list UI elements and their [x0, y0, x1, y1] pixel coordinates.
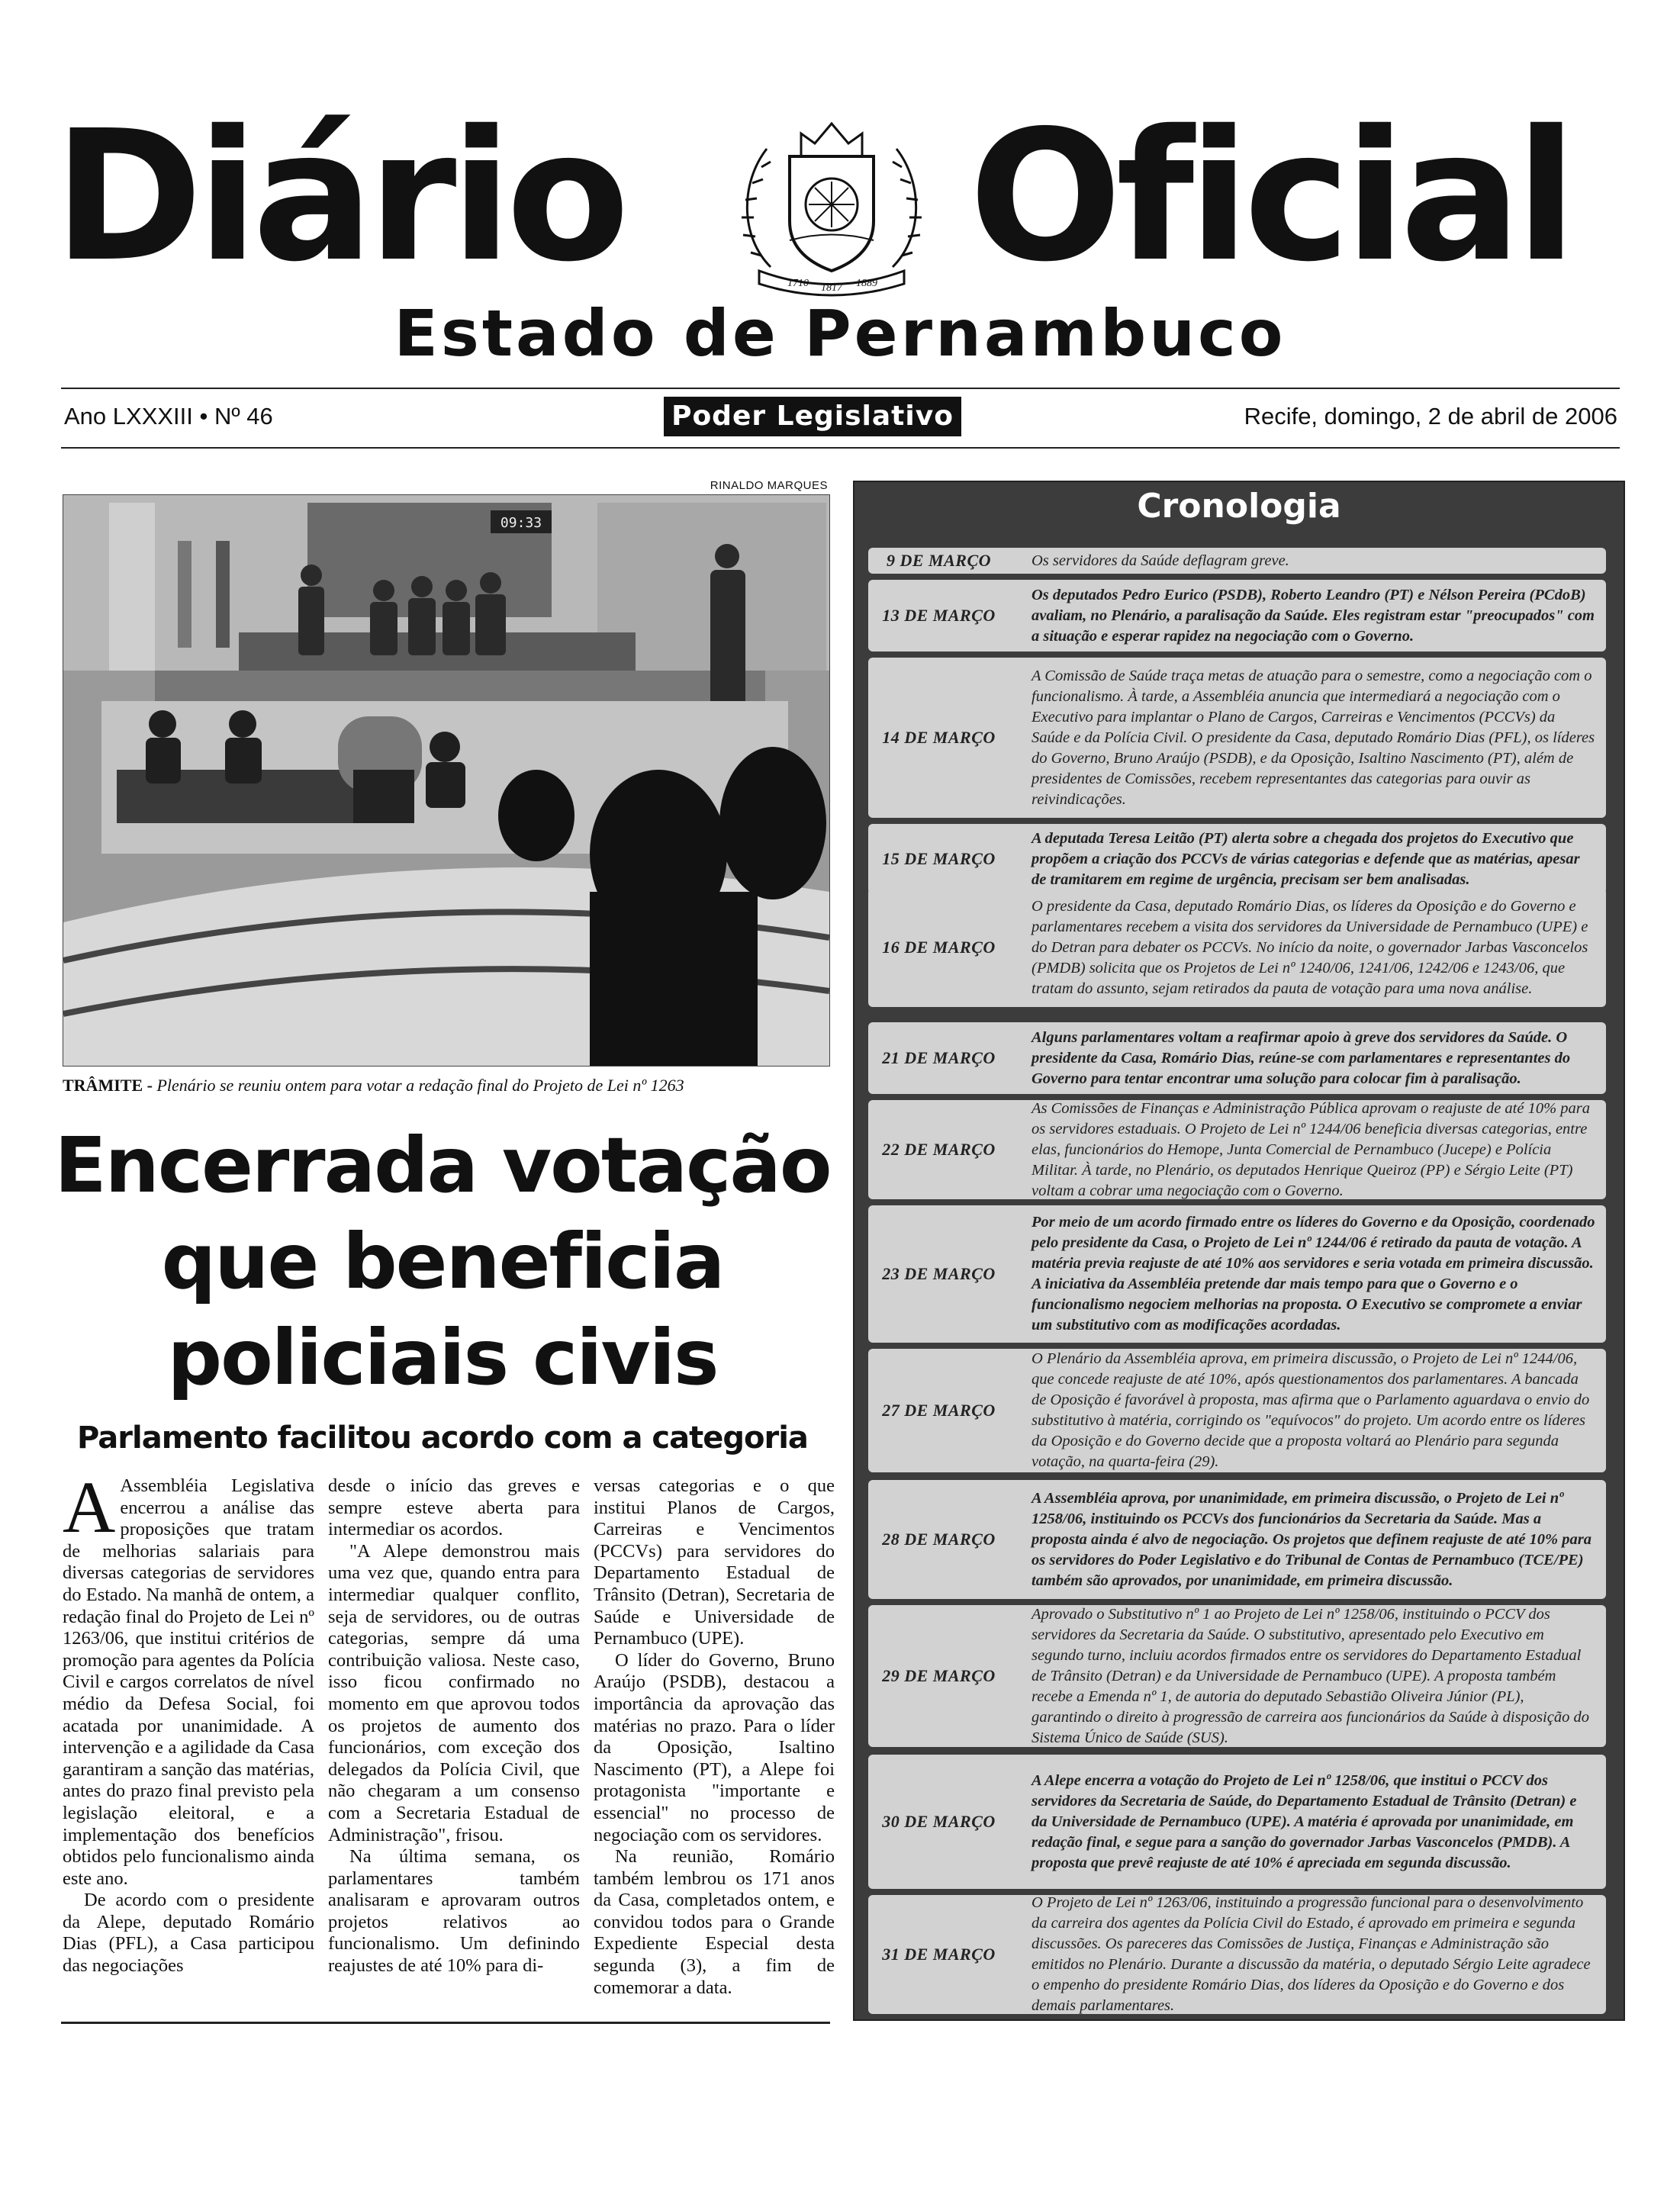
entry-date: 22 DE MARÇO — [882, 1140, 996, 1159]
entry-date: 13 DE MARÇO — [882, 606, 996, 625]
cronologia-entry — [868, 548, 1606, 574]
entry-text: O presidente da Casa, deputado Romário Dias, os líderes da Oposição e do Governo e parlamentares recebem a visita dos servidores da Universidade de Pernambuco (UPE) e do Detran para debater os PCCVs. No início da noite, o governador Jarbas Vasconcelos (PMDB) solicita que os Projetos de Lei nº 1240/06, 1241/06, 1242/06 e 1243/06, que tratam do assunto, sejam retirados da pauta de votação para uma nova análise. — [1031, 897, 1588, 997]
drop-cap: A — [63, 1466, 116, 1548]
entry-text: A deputada Teresa Leitão (PT) alerta sobre a chegada dos projetos do Executivo que propõem a criação dos PCCVs de várias categorias e defende que as matérias, apesar de tramitarem em regime de urgência, precisam ser bem analisadas. — [1031, 829, 1580, 888]
seal-year-mid: 1817 — [821, 282, 842, 294]
entry-date: 14 DE MARÇO — [882, 728, 996, 747]
cronologia-entry — [868, 888, 1606, 1007]
edition-number: Ano LXXXIII • Nº 46 — [64, 403, 273, 430]
article-column-3 — [594, 1475, 835, 1999]
dateline: Recife, domingo, 2 de abril de 2006 — [1244, 403, 1617, 430]
article-column-2 — [328, 1475, 580, 1977]
caption-text: Plenário se reuniu ontem para votar a redação final do Projeto de Lei nº 1263 — [156, 1076, 684, 1095]
cronologia-entry — [868, 658, 1606, 818]
photo-credit: RINALDO MARQUES — [710, 479, 828, 492]
cronologia-entry — [868, 580, 1606, 652]
column-2-paragraph-1: desde o início das greves e sempre esteve aberta para intermediar os acordos. — [328, 1475, 580, 1540]
section-badge: Poder Legislativo — [664, 397, 961, 436]
cronologia-entry — [868, 1480, 1606, 1599]
article-subhead: Parlamento facilitou acordo com a categoria — [77, 1420, 808, 1456]
column-2-paragraph-3: Na última semana, os parlamentares também analisaram e aprovaram outros projetos relativos ao funcionalismo. Um definindo reajustes de até 10% para di- — [328, 1846, 580, 1977]
column-1-paragraph-1 — [63, 1466, 314, 1890]
entry-date: 27 DE MARÇO — [882, 1401, 996, 1420]
column-3-paragraph-3: Na reunião, Romário também lembrou os 171 anos da Casa, completados ontem, e convidou todos para o Grande Expediente Especial desta segunda (3), a fim de comemorar a data. — [594, 1846, 835, 1998]
cronologia-entry — [868, 1755, 1606, 1889]
cronologia-entry — [868, 1605, 1606, 1747]
cronologia-entry — [868, 1022, 1606, 1094]
entry-date: 21 DE MARÇO — [882, 1048, 996, 1067]
cronologia-title: Cronologia — [1137, 487, 1341, 526]
entry-text: A Assembléia aprova, por unanimidade, em primeira discussão, o Projeto de Lei nº 1258/06, instituindo os PCCVs dos funcionários da Secretaria da Saúde. Mas a proposta ainda é alvo de negociação. Os projetos que definem reajuste de até 10% para os servidores do Poder Legislativo e do Tribunal de Contas de Pernambuco (TCE/PE) também são aprovados, por unanimidade, em primeira discussão. — [1031, 1489, 1591, 1589]
photo-caption — [63, 1076, 833, 1096]
entry-text: A Comissão de Saúde traça metas de atuação para o semestre, como a negociação com o funcionalismo. À tarde, a Assembléia anuncia que intermediará a negociação com o Executivo para implantar o Plano de Cargos, Carreiras e Vencimentos (PCCVs) da Saúde e da Polícia Civil. O presidente da Casa, deputado Romário Dias (PFL), os líderes do Governo, Bruno Araújo (PSDB), e da Oposição, Isaltino Nascimento (PT), além de presidentes de Comissões, recebem representantes das categorias para ouvir as reivindicações. — [1031, 667, 1595, 808]
seal-year-right: 1889 — [856, 278, 877, 289]
entry-date: 29 DE MARÇO — [882, 1666, 996, 1685]
masthead-top-rule — [61, 388, 1620, 389]
cronologia-entry — [868, 1100, 1606, 1199]
cronologia-entry — [868, 1895, 1606, 2014]
entry-date: 31 DE MARÇO — [882, 1945, 996, 1964]
entry-date: 23 DE MARÇO — [882, 1264, 996, 1283]
entry-text: Os servidores da Saúde deflagram greve. — [1031, 552, 1289, 569]
entry-date: 30 DE MARÇO — [882, 1812, 996, 1831]
masthead-subtitle: Estado de Pernambuco — [394, 296, 1286, 371]
wall-clock-time: 09:33 — [500, 515, 542, 531]
entry-date: 16 DE MARÇO — [882, 938, 996, 957]
plenary-photo-illustration — [63, 495, 829, 1066]
entry-date: 28 DE MARÇO — [882, 1530, 996, 1549]
entry-text: O Projeto de Lei nº 1263/06, instituindo a progressão funcional para o desenvolvimento da carreira dos agentes da Polícia Civil do Estado, é aprovado em primeira e segunda discussões. Os pareceres das Comissões de Justiça, Finanças e Administração são emitidos no Plenário. Durante a discussão da matéria, o deputado Sérgio Leite agradece o empenho do presidente Romário Dias, dos líderes da Oposição e do Governo e dos demais parlamentares. — [1031, 1894, 1591, 2014]
article-column-1 — [63, 1466, 314, 1977]
cronologia-entry — [868, 1349, 1606, 1472]
masthead-bottom-rule — [61, 447, 1620, 449]
entry-date: 9 DE MARÇO — [886, 551, 992, 570]
entry-text: As Comissões de Finanças e Administração Pública aprovam o reajuste de até 10% para os servidores estaduais. O Projeto de Lei nº 1244/06 beneficia diversas categorias, entre elas, funcionários do Hemope, Junta Comercial de Pernambuco (Jucepe) e Polícia Militar. À tarde, no Plenário, os deputados Henrique Queiroz (PP) e Sérgio Leite (PT) voltam a cobrar uma negociação com o Governo. — [1031, 1099, 1591, 1199]
entry-date: 15 DE MARÇO — [882, 849, 996, 868]
column-3-paragraph-1: versas categorias e o que institui Planos de Cargos, Carreiras e Vencimentos (PCCVs) para servidores do Departamento Estadual de Trânsito (Detran), Secretaria de Saúde e Universidade de Pernambuco (UPE). — [594, 1475, 835, 1649]
entry-text: Alguns parlamentares voltam a reafirmar apoio à greve dos servidores da Saúde. O presidente da Casa, Romário Dias, reúne-se com parlamentares e representantes do Governo para tentar encontrar uma solução para colocar fim à paralisação. — [1031, 1028, 1571, 1087]
article-bottom-rule — [61, 2022, 830, 2024]
headline-line-1: Encerrada votação — [54, 1121, 831, 1210]
entry-text: Aprovado o Substitutivo nº 1 ao Projeto de Lei nº 1258/06, instituindo o PCCV dos servidores da Secretaria da Saúde. O substitutivo, apresentado pelo Executivo em segundo turno, incluiu acordos firmados entre os servidores do Departamento Estadual de Trânsito (Detran) e da Universidade de Pernambuco (UPE). A proposta também recebe a Emenda nº 1, de autoria do deputado Sebastião Oliveira Júnior (PL), garantindo o direito à progressão de carreira aos funcionários da Saúde à disposição do Sistema Único de Saúde (SUS). — [1031, 1605, 1589, 1746]
entry-text: Os deputados Pedro Eurico (PSDB), Roberto Leandro (PT) e Nélson Pereira (PCdoB) avaliam, no Plenário, a paralisação da Saúde. Eles registram estar "preocupados" com a situação e esperar rapidez na negociação com o Governo. — [1031, 586, 1595, 645]
masthead-title-left: Diário — [53, 92, 624, 301]
state-coat-of-arms-icon — [725, 114, 938, 298]
column-1-paragraph-2: De acordo com o presidente da Alepe, deputado Romário Dias (PFL), a Casa participou das negociações — [63, 1890, 314, 1977]
column-3-paragraph-2: O líder do Governo, Bruno Araújo (PSDB), destacou a importância da aprovação das matérias no prazo. Para o líder da Oposição, Isaltino Nascimento (PT), a Alepe foi protagonista "importante e essencial" no processo de negociação com os servidores. — [594, 1649, 835, 1845]
cronologia-entry — [868, 824, 1606, 894]
entry-text: Por meio de um acordo firmado entre os líderes do Governo e da Oposição, coordenado pelo presidente da Casa, o Projeto de Lei nº 1244/06 é retirado da pauta de votação. A matéria previa reajuste de até 10% aos servidores e seria votada em primeira discussão. A iniciativa da Assembléia pretende dar mais tempo para que o Governo e o funcionalismo negociem melhorias na proposta. O Executivo se compromete a enviar um substitutivo com as modificações acordadas. — [1031, 1214, 1595, 1334]
article-headline — [46, 1118, 839, 1406]
seal-year-left: 1710 — [787, 278, 809, 289]
caption-label: TRÂMITE - — [63, 1076, 153, 1095]
plenary-photo — [63, 494, 830, 1067]
entry-text: A Alepe encerra a votação do Projeto de Lei nº 1258/06, que institui o PCCV dos servidores da Secretaria de Saúde, do Departamento Estadual de Trânsito (Detran) e da Universidade de Pernambuco (UPE). A matéria é aprovada por unanimidade, em redação final, e segue para a sanção do governador Jarbas Vasconcelos (PMDB). A proposta que prevê reajuste de até 10% é apreciada em segunda discussão. — [1031, 1771, 1577, 1871]
column-2-paragraph-2: "A Alepe demonstrou mais uma vez que, quando entra para intermediar qualquer conflito, seja de servidores, ou de outras categorias, sempre dá uma contribuição valiosa. Neste caso, isso ficou confirmado no momento em que aprovou todos os projetos de aumento dos funcionários, com exceção dos delegados da Polícia Civil, que não chegaram a um consenso com a Secretaria Estadual de Administração", frisou. — [328, 1540, 580, 1845]
entry-text: O Plenário da Assembléia aprova, em primeira discussão, o Projeto de Lei nº 1244/06, que concede reajuste de até 10%, após questionamentos dos parlamentares. A bancada de Oposição é favorável à proposta, mas afirma que o Parlamento aguardava o envio do substitutivo à matéria, corrigindo os "equívocos" do projeto. Um acordo entre os líderes da Oposição e do Governo decide que a proposta voltará ao Plenário para segunda votação, na quarta-feira (29). — [1031, 1350, 1590, 1470]
headline-line-3: policiais civis — [167, 1313, 718, 1402]
cronologia-entry — [868, 1205, 1606, 1343]
headline-line-2: que beneficia — [161, 1217, 724, 1306]
masthead-title-right: Oficial — [969, 92, 1572, 301]
column-1-paragraph-1-text: Assembléia Legislativa encerrou a análise das proposições que tratam de melhorias salariais para diversas categorias de servidores do Estado. Na manhã de ontem, a redação final do Projeto de Lei nº 1263/06, que institui critérios de promoção para agentes da Polícia Civil e cargos correlatos de nível médio da Defesa Social, foi acatada por unanimidade. A intervenção e a agilidade da Casa garantiram a sanção das matérias, antes do prazo final previsto pela legislação eleitoral, e a implementação dos benefícios obtidos pelo funcionalismo ainda este ano. — [63, 1475, 314, 1889]
